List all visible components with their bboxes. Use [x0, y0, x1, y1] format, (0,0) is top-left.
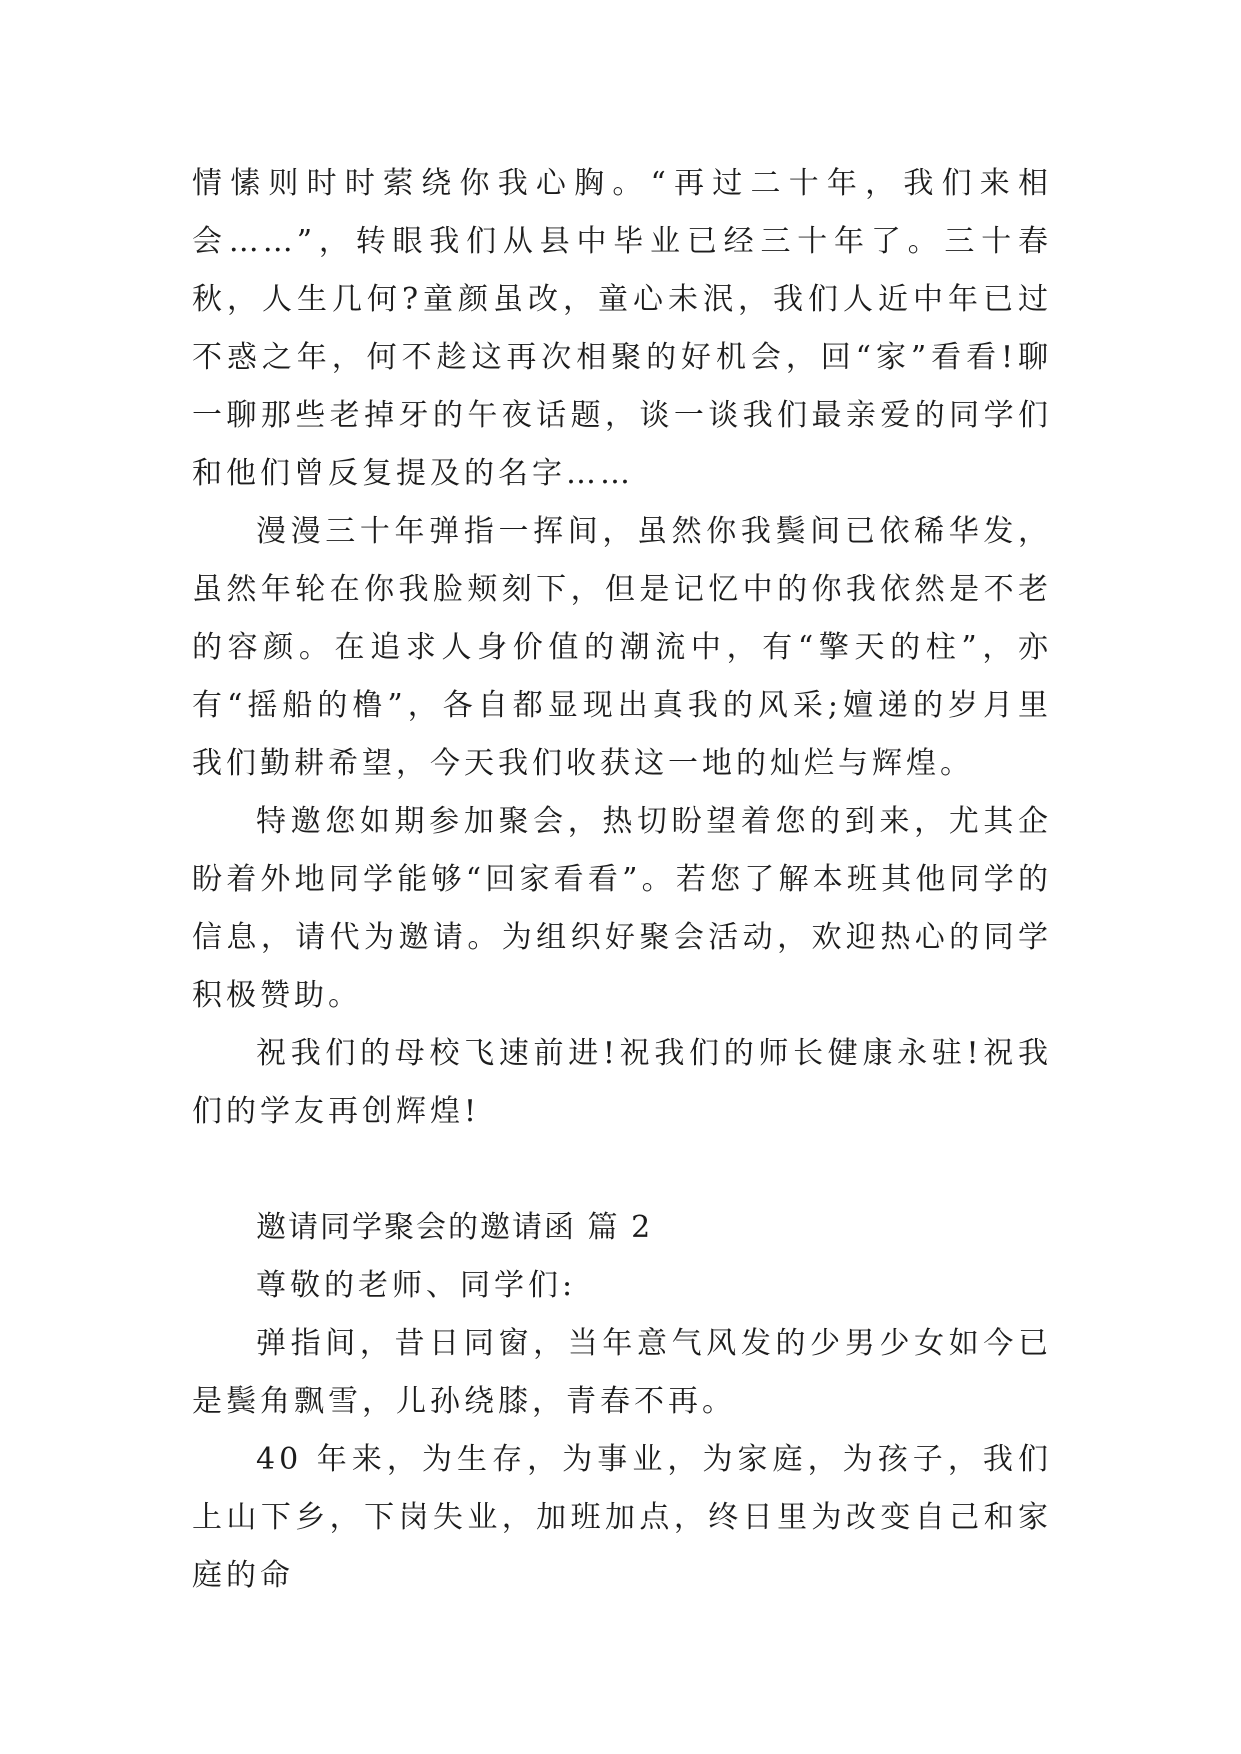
body-paragraph: 40 年来，为生存，为事业，为家庭，为孩子，我们上山下乡，下岗失业，加班加点，终日里为改变自己和家庭的命	[192, 1442, 1052, 1593]
section-title: 邀请同学聚会的邀请函 篇 2	[256, 1210, 653, 1245]
body-paragraph: 情愫则时时萦绕你我心胸。“再过二十年，我们来相会……”，转眼我们从县中毕业已经三十年了。三十春秋，人生几何?童颜虽改，童心未泯，我们人近中年已过不惑之年，何不趁这再次相聚的好机会，回“家”看看!聊一聊那些老掉牙的午夜话题，谈一谈我们最亲爱的同学们和他们曾反复提及的名字……	[192, 166, 1052, 491]
section-spacer	[192, 1141, 1052, 1199]
body-paragraph: 漫漫三十年弹指一挥间，虽然你我鬓间已依稀华发，虽然年轮在你我脸颊刻下，但是记忆中的你我依然是不老的容颜。在追求人身价值的潮流中，有“擎天的柱”，亦有“摇船的橹”，各自都显现出真我的风采;嬗递的岁月里我们勤耕希望，今天我们收获这一地的灿烂与辉煌。	[192, 514, 1052, 781]
body-paragraph: 弹指间，昔日同窗，当年意气风发的少男少女如今已是鬓角飘雪，儿孙绕膝，青春不再。	[192, 1326, 1052, 1419]
document-page	[192, 155, 1052, 1605]
body-paragraph: 祝我们的母校飞速前进!祝我们的师长健康永驻!祝我们的学友再创辉煌!	[192, 1036, 1052, 1129]
salutation: 尊敬的老师、同学们:	[256, 1268, 577, 1303]
body-paragraph: 特邀您如期参加聚会，热切盼望着您的到来，尤其企盼着外地同学能够“回家看看”。若您了解本班其他同学的信息，请代为邀请。为组织好聚会活动，欢迎热心的同学积极赞助。	[192, 804, 1052, 1013]
